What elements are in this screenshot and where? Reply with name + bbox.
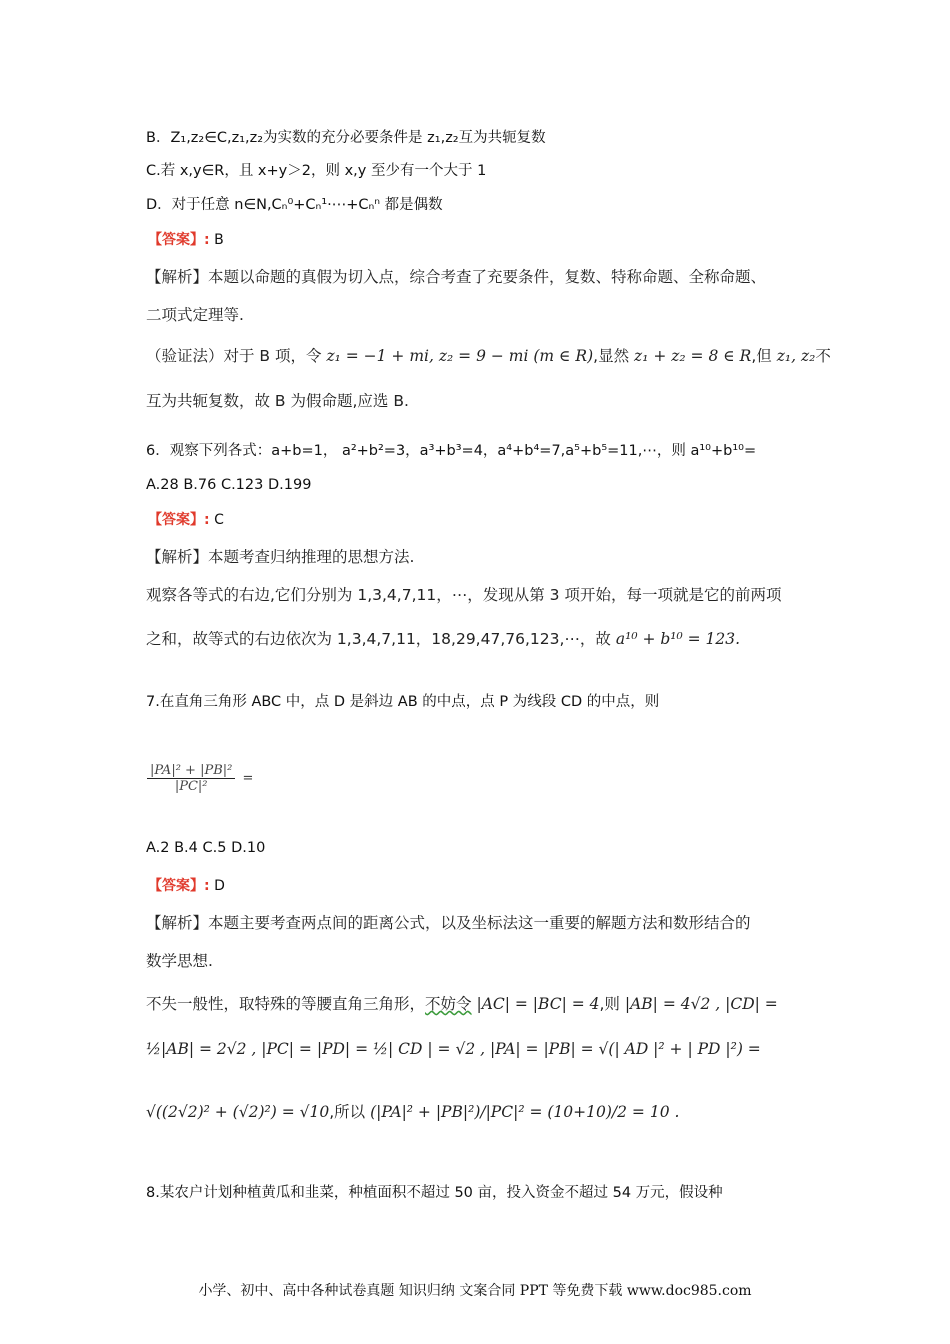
q7-answer	[148, 875, 225, 895]
q5-option-d: D．对于任意 n∈N,Cₙ⁰+Cₙ¹·⋯+Cₙⁿ 都是偶数	[146, 197, 443, 213]
text: 之和，故等式的右边依次为 1,3,4,7,11，18,29,47,76,123,⋯，故	[146, 630, 611, 648]
formula: z₁ + z₂ = 8 ∈ R	[634, 347, 752, 365]
text: 不失一般性，取特殊的等腰直角三角形，	[146, 995, 426, 1013]
text: 不妨令	[425, 995, 472, 1013]
formula: |AC| = |BC| = 4	[476, 995, 600, 1013]
denominator: |PC|²	[174, 779, 208, 794]
text: ,所以	[329, 1103, 366, 1121]
numerator: |PA|² + |PB|²	[147, 763, 235, 779]
q7-analysis-line-5	[146, 1100, 679, 1122]
q5-analysis-line-2: 二项式定理等.	[146, 306, 244, 324]
q5-analysis-line-4: 互为共轭复数，故 B 为假命题,应选 B.	[146, 392, 409, 410]
formula: a¹⁰ + b¹⁰ = 123.	[615, 630, 741, 648]
q7-analysis-line-3	[146, 992, 778, 1014]
q7-stem: 7.在直角三角形 ABC 中，点 D 是斜边 AB 的中点，点 P 为线段 CD 的中点，则	[146, 694, 660, 710]
answer-tag: 【答案】:	[148, 878, 210, 894]
q8-stem: 8.某农户计划种植黄瓜和韭菜，种植面积不超过 50 亩，投入资金不超过 54 万元，假设种	[146, 1185, 723, 1201]
q7-analysis-line-1: 【解析】本题主要考查两点间的距离公式，以及坐标法这一重要的解题方法和数形结合的	[146, 914, 751, 932]
q6-analysis-line-1: 【解析】本题考查归纳推理的思想方法.	[146, 548, 415, 566]
answer-tag: 【答案】:	[148, 512, 210, 528]
text: ,则	[599, 995, 620, 1013]
q5-analysis-line-3	[146, 344, 831, 366]
q6-analysis-line-3	[146, 627, 740, 649]
formula: (|PA|² + |PB|²)/|PC|² = (10+10)/2 = 10 .	[370, 1103, 680, 1121]
formula: √((2√2)² + (√2)²) = √10	[146, 1103, 330, 1121]
text: 不	[815, 347, 831, 365]
q6-answer	[148, 509, 224, 529]
q6-analysis-line-2: 观察各等式的右边,它们分别为 1,3,4,7,11，⋯，发现从第 3 项开始，每一项就是它的前两项	[146, 586, 782, 604]
answer-value: B	[214, 232, 224, 248]
answer-value: D	[214, 878, 225, 894]
q7-fraction	[144, 763, 253, 794]
q7-analysis-line-4	[146, 1040, 761, 1058]
page-footer: 小学、初中、高中各种试卷真题 知识归纳 文案合同 PPT 等免费下载 www.doc985.com	[198, 1283, 752, 1299]
q5-option-b: B．Z₁,z₂∈C,z₁,z₂为实数的充分必要条件是 z₁,z₂互为共轭复数	[146, 130, 546, 146]
q6-stem: 6．观察下列各式：a+b=1， a²+b²=3，a³+b³=4，a⁴+b⁴=7,a⁵+b⁵=11,⋯，则 a¹⁰+b¹⁰=	[146, 443, 757, 459]
formula: |AB| = 4√2 , |CD| =	[624, 995, 778, 1013]
q7-analysis-line-2: 数学思想.	[146, 952, 213, 970]
formula: z₁, z₂	[776, 347, 816, 365]
q5-answer	[148, 229, 224, 249]
formula: z₁ = −1 + mi, z₂ = 9 − mi (m ∈ R)	[326, 347, 594, 365]
q5-analysis-line-1: 【解析】本题以命题的真假为切入点，综合考查了充要条件，复数、特称命题、全称命题、	[146, 268, 767, 286]
answer-tag: 【答案】:	[148, 232, 210, 248]
text: ,但	[751, 347, 772, 365]
answer-value: C	[214, 512, 224, 528]
formula: ½|AB| = 2√2 , |PC| = |PD| = ½| CD | = √2 , |PA| = |PB| = √(| AD |² + | PD |²) =	[146, 1040, 761, 1058]
equals: =	[242, 771, 254, 786]
text: ,显然	[593, 347, 630, 365]
fraction	[147, 763, 235, 794]
text: （验证法）对于 B 项，令	[146, 347, 322, 365]
q5-option-c: C.若 x,y∈R，且 x+y＞2，则 x,y 至少有一个大于 1	[146, 163, 487, 179]
q7-options: A.2 B.4 C.5 D.10	[146, 840, 266, 856]
q6-options: A.28 B.76 C.123 D.199	[146, 477, 312, 493]
